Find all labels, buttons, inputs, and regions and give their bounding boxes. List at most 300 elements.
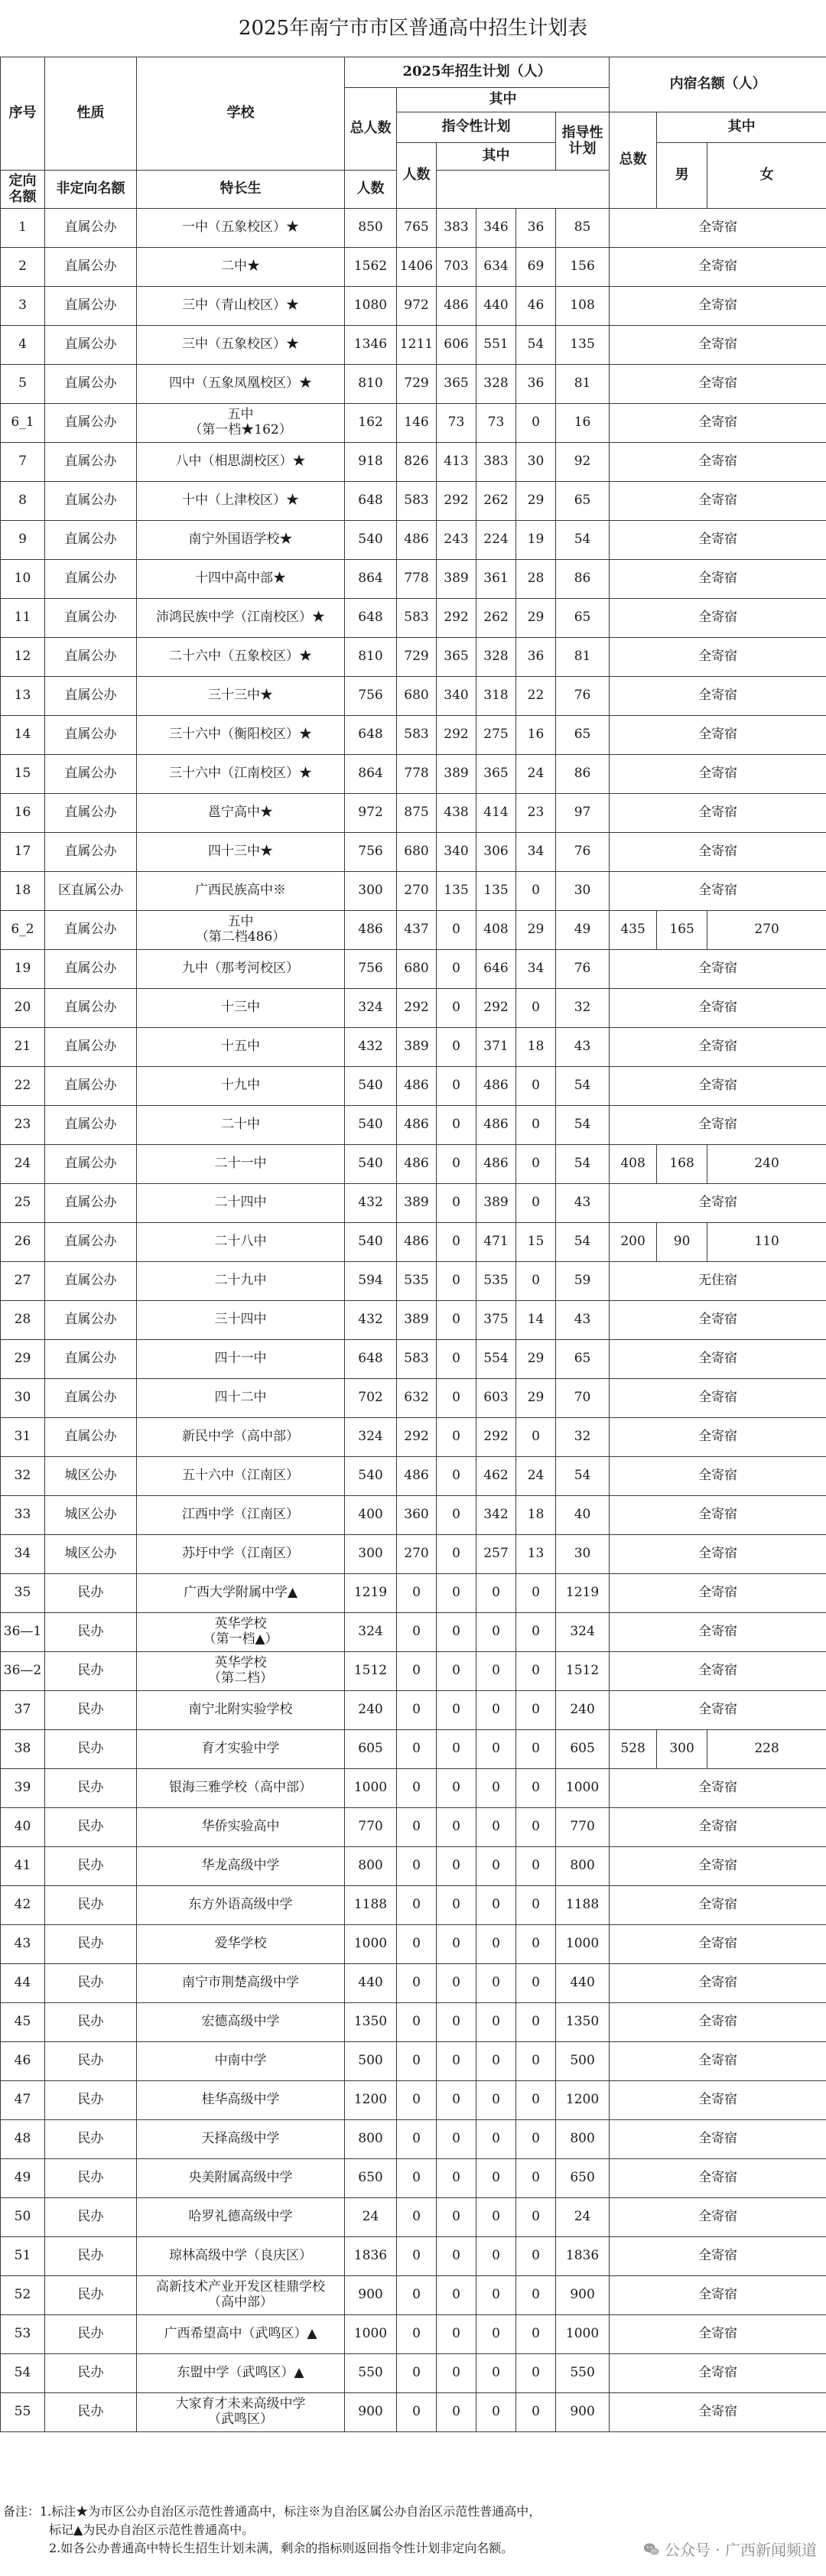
cell-nature: 民办: [45, 1847, 137, 1886]
table-row: [1, 1964, 826, 2003]
cell-school: 五中 （第一档★162）: [137, 404, 345, 443]
cell-targeted: 340: [437, 677, 476, 716]
header-directive-plan: 指令性计划: [397, 112, 556, 143]
cell-nature: 民办: [45, 2198, 137, 2237]
cell-b-total: 408: [610, 1145, 657, 1184]
cell-special: 0: [516, 1847, 556, 1886]
cell-guidance: 324: [556, 1613, 610, 1652]
cell-total: 1000: [345, 1925, 397, 1964]
cell-targeted: 0: [437, 1535, 476, 1574]
cell-no: 36—1: [1, 1613, 45, 1652]
header-nature: 性质: [45, 57, 137, 171]
cell-people: 0: [397, 1808, 437, 1847]
cell-non-targeted: 0: [476, 1769, 516, 1808]
cell-school: 高新技术产业开发区桂鼎学校 （高中部）: [137, 2276, 345, 2315]
cell-nature: 区直属公办: [45, 872, 137, 911]
cell-people: 0: [397, 1691, 437, 1730]
table-row: [1, 1301, 826, 1340]
cell-no: 14: [1, 716, 45, 755]
cell-total: 648: [345, 482, 397, 521]
cell-boarding: 全寄宿: [610, 1184, 826, 1223]
cell-people: 680: [397, 677, 437, 716]
header-guidance-people: 人数: [345, 171, 397, 209]
cell-targeted: 292: [437, 482, 476, 521]
table-row: [1, 1379, 826, 1418]
cell-non-targeted: 0: [476, 2393, 516, 2432]
cell-targeted: 0: [437, 2159, 476, 2198]
cell-people: 0: [397, 1886, 437, 1925]
table-row: [1, 794, 826, 833]
cell-people: 0: [397, 2159, 437, 2198]
cell-special: 0: [516, 872, 556, 911]
cell-nature: 城区公办: [45, 1457, 137, 1496]
cell-total: 594: [345, 1262, 397, 1301]
cell-total: 900: [345, 2276, 397, 2315]
cell-targeted: 135: [437, 872, 476, 911]
cell-special: 24: [516, 755, 556, 794]
cell-guidance: 76: [556, 677, 610, 716]
cell-no: 49: [1, 2159, 45, 2198]
cell-targeted: 0: [437, 2198, 476, 2237]
cell-boarding: 全寄宿: [610, 2354, 826, 2393]
cell-total: 972: [345, 794, 397, 833]
cell-people: 389: [397, 1184, 437, 1223]
cell-boarding: 全寄宿: [610, 365, 826, 404]
table-row: [1, 1223, 826, 1262]
cell-boarding: 全寄宿: [610, 1925, 826, 1964]
cell-non-targeted: 383: [476, 443, 516, 482]
cell-guidance: 54: [556, 1145, 610, 1184]
cell-nature: 直属公办: [45, 1184, 137, 1223]
cell-boarding: 全寄宿: [610, 560, 826, 599]
cell-nature: 民办: [45, 2393, 137, 2432]
wechat-icon: [643, 2541, 660, 2558]
cell-guidance: 1219: [556, 1574, 610, 1613]
cell-targeted: 0: [437, 1028, 476, 1067]
table-row: [1, 248, 826, 287]
cell-no: 12: [1, 638, 45, 677]
cell-non-targeted: 262: [476, 482, 516, 521]
cell-school: 十四中高中部★: [137, 560, 345, 599]
cell-special: 0: [516, 1067, 556, 1106]
cell-people: 292: [397, 989, 437, 1028]
cell-school: 邕宁高中★: [137, 794, 345, 833]
cell-people: 826: [397, 443, 437, 482]
cell-boarding: 全寄宿: [610, 638, 826, 677]
cell-school: 东盟中学（武鸣区）▲: [137, 2354, 345, 2393]
table-row: [1, 209, 826, 248]
cell-non-targeted: 646: [476, 950, 516, 989]
table-row: [1, 872, 826, 911]
cell-special: 0: [516, 1691, 556, 1730]
cell-guidance: 59: [556, 1262, 610, 1301]
cell-guidance: 85: [556, 209, 610, 248]
cell-b-total: 435: [610, 911, 657, 950]
cell-no: 46: [1, 2042, 45, 2081]
table-row: [1, 2315, 826, 2354]
cell-non-targeted: 0: [476, 1808, 516, 1847]
cell-non-targeted: 0: [476, 1652, 516, 1691]
cell-special: 24: [516, 1457, 556, 1496]
cell-people: 270: [397, 1535, 437, 1574]
cell-nature: 直属公办: [45, 1262, 137, 1301]
cell-nature: 直属公办: [45, 1145, 137, 1184]
cell-no: 21: [1, 1028, 45, 1067]
cell-guidance: 86: [556, 755, 610, 794]
cell-total: 540: [345, 521, 397, 560]
header-special: 特长生: [137, 171, 345, 209]
cell-guidance: 30: [556, 1535, 610, 1574]
table-row: [1, 1496, 826, 1535]
cell-boarding: 全寄宿: [610, 950, 826, 989]
cell-b-female: 110: [707, 1223, 826, 1262]
cell-targeted: 486: [437, 287, 476, 326]
header-non-targeted: 非定向名额: [45, 171, 137, 209]
table-row: [1, 1730, 826, 1769]
cell-boarding: 全寄宿: [610, 677, 826, 716]
cell-non-targeted: 328: [476, 365, 516, 404]
cell-targeted: 365: [437, 638, 476, 677]
cell-nature: 直属公办: [45, 794, 137, 833]
cell-nature: 民办: [45, 2003, 137, 2042]
cell-school: 十九中: [137, 1067, 345, 1106]
cell-special: 0: [516, 1106, 556, 1145]
cell-special: 36: [516, 209, 556, 248]
cell-targeted: 606: [437, 326, 476, 365]
cell-boarding: 全寄宿: [610, 209, 826, 248]
cell-guidance: 1000: [556, 1769, 610, 1808]
cell-school: 宏德高级中学: [137, 2003, 345, 2042]
cell-total: 756: [345, 677, 397, 716]
cell-targeted: 0: [437, 989, 476, 1028]
cell-nature: 城区公办: [45, 1535, 137, 1574]
table-row: [1, 677, 826, 716]
cell-people: 360: [397, 1496, 437, 1535]
cell-nature: 民办: [45, 1691, 137, 1730]
cell-nature: 直属公办: [45, 950, 137, 989]
cell-school: 二十四中: [137, 1184, 345, 1223]
cell-guidance: 76: [556, 950, 610, 989]
cell-guidance: 32: [556, 989, 610, 1028]
cell-nature: 直属公办: [45, 638, 137, 677]
cell-no: 41: [1, 1847, 45, 1886]
table-row: [1, 287, 826, 326]
table-row: [1, 911, 826, 950]
cell-guidance: 54: [556, 1067, 610, 1106]
cell-school: 十三中: [137, 989, 345, 1028]
cell-guidance: 240: [556, 1691, 610, 1730]
cell-boarding: 全寄宿: [610, 1847, 826, 1886]
cell-people: 778: [397, 755, 437, 794]
cell-non-targeted: 318: [476, 677, 516, 716]
cell-people: 0: [397, 2003, 437, 2042]
cell-people: 0: [397, 1964, 437, 2003]
cell-special: 0: [516, 1145, 556, 1184]
cell-school: 苏圩中学（江南区）: [137, 1535, 345, 1574]
cell-b-total: 528: [610, 1730, 657, 1769]
cell-nature: 民办: [45, 2354, 137, 2393]
cell-boarding: 全寄宿: [610, 326, 826, 365]
cell-school: 三十三中★: [137, 677, 345, 716]
cell-boarding: 全寄宿: [610, 2120, 826, 2159]
cell-nature: 直属公办: [45, 365, 137, 404]
cell-targeted: 0: [437, 1691, 476, 1730]
cell-guidance: 800: [556, 1847, 610, 1886]
cell-no: 26: [1, 1223, 45, 1262]
cell-people: 292: [397, 1418, 437, 1457]
cell-boarding: 全寄宿: [610, 1535, 826, 1574]
cell-people: 389: [397, 1301, 437, 1340]
cell-no: 28: [1, 1301, 45, 1340]
cell-people: 583: [397, 716, 437, 755]
cell-total: 702: [345, 1379, 397, 1418]
cell-school: 中南中学: [137, 2042, 345, 2081]
cell-people: 765: [397, 209, 437, 248]
table-row: [1, 1652, 826, 1691]
table-row: [1, 1808, 826, 1847]
cell-targeted: 0: [437, 1496, 476, 1535]
cell-guidance: 550: [556, 2354, 610, 2393]
cell-special: 0: [516, 2276, 556, 2315]
cell-people: 0: [397, 1574, 437, 1613]
cell-no: 6_2: [1, 911, 45, 950]
cell-guidance: 49: [556, 911, 610, 950]
cell-special: 0: [516, 1652, 556, 1691]
cell-guidance: 24: [556, 2198, 610, 2237]
table-row: [1, 1145, 826, 1184]
cell-total: 650: [345, 2159, 397, 2198]
cell-boarding: 全寄宿: [610, 1652, 826, 1691]
cell-people: 270: [397, 872, 437, 911]
cell-guidance: 440: [556, 1964, 610, 2003]
cell-people: 535: [397, 1262, 437, 1301]
cell-targeted: 0: [437, 1886, 476, 1925]
cell-non-targeted: 371: [476, 1028, 516, 1067]
cell-special: 0: [516, 1964, 556, 2003]
cell-special: 0: [516, 1925, 556, 1964]
cell-nature: 直属公办: [45, 1106, 137, 1145]
cell-non-targeted: 634: [476, 248, 516, 287]
cell-total: 540: [345, 1106, 397, 1145]
cell-b-male: 165: [657, 911, 707, 950]
cell-boarding: 全寄宿: [610, 833, 826, 872]
cell-total: 324: [345, 1613, 397, 1652]
cell-no: 50: [1, 2198, 45, 2237]
cell-total: 24: [345, 2198, 397, 2237]
cell-non-targeted: 551: [476, 326, 516, 365]
cell-targeted: 0: [437, 1340, 476, 1379]
cell-total: 240: [345, 1691, 397, 1730]
cell-special: 0: [516, 1730, 556, 1769]
cell-school: 南宁北附实验学校: [137, 1691, 345, 1730]
cell-nature: 民办: [45, 2120, 137, 2159]
cell-b-male: 300: [657, 1730, 707, 1769]
cell-nature: 民办: [45, 1613, 137, 1652]
cell-b-female: 270: [707, 911, 826, 950]
cell-people: 486: [397, 1223, 437, 1262]
table-row: [1, 2042, 826, 2081]
cell-no: 39: [1, 1769, 45, 1808]
cell-no: 25: [1, 1184, 45, 1223]
cell-people: 0: [397, 2276, 437, 2315]
cell-guidance: 43: [556, 1028, 610, 1067]
cell-non-targeted: 535: [476, 1262, 516, 1301]
table-row: [1, 1340, 826, 1379]
cell-non-targeted: 0: [476, 1574, 516, 1613]
cell-no: 52: [1, 2276, 45, 2315]
cell-boarding: 全寄宿: [610, 443, 826, 482]
cell-total: 486: [345, 911, 397, 950]
cell-special: 13: [516, 1535, 556, 1574]
cell-no: 32: [1, 1457, 45, 1496]
cell-school: 广西民族高中※: [137, 872, 345, 911]
cell-special: 0: [516, 2393, 556, 2432]
cell-total: 648: [345, 1340, 397, 1379]
cell-special: 0: [516, 1184, 556, 1223]
cell-total: 432: [345, 1184, 397, 1223]
cell-boarding: 全寄宿: [610, 1574, 826, 1613]
cell-nature: 民办: [45, 1769, 137, 1808]
cell-guidance: 108: [556, 287, 610, 326]
cell-people: 486: [397, 1067, 437, 1106]
table-row: [1, 2237, 826, 2276]
cell-total: 605: [345, 1730, 397, 1769]
cell-guidance: 97: [556, 794, 610, 833]
cell-targeted: 0: [437, 1418, 476, 1457]
cell-school: 二十六中（五象校区）★: [137, 638, 345, 677]
cell-total: 648: [345, 716, 397, 755]
cell-people: 0: [397, 1652, 437, 1691]
cell-guidance: 32: [556, 1418, 610, 1457]
cell-boarding: 全寄宿: [610, 1613, 826, 1652]
cell-nature: 城区公办: [45, 1496, 137, 1535]
table-row: [1, 443, 826, 482]
cell-special: 0: [516, 1769, 556, 1808]
cell-total: 500: [345, 2042, 397, 2081]
cell-school: 二十九中: [137, 1262, 345, 1301]
cell-no: 18: [1, 872, 45, 911]
cell-guidance: 1000: [556, 1925, 610, 1964]
table-row: [1, 1574, 826, 1613]
cell-boarding: 全寄宿: [610, 1301, 826, 1340]
cell-nature: 民办: [45, 2159, 137, 2198]
table-row: [1, 2198, 826, 2237]
cell-total: 648: [345, 599, 397, 638]
cell-targeted: 0: [437, 1574, 476, 1613]
cell-targeted: 0: [437, 2081, 476, 2120]
header-qizhong: 其中: [397, 88, 610, 112]
cell-special: 0: [516, 404, 556, 443]
cell-non-targeted: 0: [476, 1964, 516, 2003]
cell-non-targeted: 408: [476, 911, 516, 950]
cell-boarding: 全寄宿: [610, 1106, 826, 1145]
cell-school: 广西希望高中（武鸣区）▲: [137, 2315, 345, 2354]
cell-guidance: 800: [556, 2120, 610, 2159]
cell-people: 0: [397, 2354, 437, 2393]
cell-nature: 直属公办: [45, 1418, 137, 1457]
table-body: [1, 209, 826, 2432]
cell-non-targeted: 414: [476, 794, 516, 833]
cell-no: 38: [1, 1730, 45, 1769]
cell-school: 华龙高级中学: [137, 1847, 345, 1886]
cell-school: 天择高级中学: [137, 2120, 345, 2159]
cell-special: 15: [516, 1223, 556, 1262]
cell-guidance: 16: [556, 404, 610, 443]
cell-guidance: 770: [556, 1808, 610, 1847]
cell-total: 1000: [345, 1769, 397, 1808]
cell-non-targeted: 0: [476, 1730, 516, 1769]
cell-people: 583: [397, 599, 437, 638]
cell-people: 0: [397, 2315, 437, 2354]
table-row: [1, 989, 826, 1028]
cell-nature: 直属公办: [45, 677, 137, 716]
cell-no: 51: [1, 2237, 45, 2276]
cell-special: 36: [516, 638, 556, 677]
cell-guidance: 54: [556, 1457, 610, 1496]
cell-targeted: 0: [437, 1262, 476, 1301]
cell-nature: 民办: [45, 1730, 137, 1769]
table-row: [1, 2393, 826, 2432]
cell-people: 486: [397, 521, 437, 560]
cell-boarding: 无住宿: [610, 1262, 826, 1301]
cell-people: 1406: [397, 248, 437, 287]
cell-no: 6_1: [1, 404, 45, 443]
cell-non-targeted: 262: [476, 599, 516, 638]
enrollment-table: [0, 57, 826, 2432]
cell-total: 540: [345, 1067, 397, 1106]
cell-school: 英华学校 （第一档▲）: [137, 1613, 345, 1652]
cell-school: 十五中: [137, 1028, 345, 1067]
table-row: [1, 1613, 826, 1652]
cell-boarding: 全寄宿: [610, 1808, 826, 1847]
cell-people: 0: [397, 1730, 437, 1769]
header-people: 人数: [397, 143, 437, 209]
cell-boarding: 全寄宿: [610, 794, 826, 833]
cell-nature: 直属公办: [45, 443, 137, 482]
cell-total: 756: [345, 950, 397, 989]
cell-nature: 民办: [45, 2042, 137, 2081]
watermark-text: 公众号 · 广西新闻频道: [664, 2541, 817, 2559]
cell-school: 三十六中（江南校区）★: [137, 755, 345, 794]
cell-school: 华侨实验高中: [137, 1808, 345, 1847]
cell-nature: 直属公办: [45, 287, 137, 326]
cell-special: 29: [516, 599, 556, 638]
table-row: [1, 1184, 826, 1223]
cell-people: 0: [397, 1769, 437, 1808]
cell-nature: 直属公办: [45, 248, 137, 287]
cell-targeted: 73: [437, 404, 476, 443]
cell-people: 972: [397, 287, 437, 326]
cell-non-targeted: 554: [476, 1340, 516, 1379]
cell-targeted: 0: [437, 1067, 476, 1106]
cell-people: 486: [397, 1457, 437, 1496]
cell-boarding: 全寄宿: [610, 1418, 826, 1457]
cell-targeted: 0: [437, 2354, 476, 2393]
cell-nature: 直属公办: [45, 716, 137, 755]
cell-boarding: 全寄宿: [610, 2042, 826, 2081]
cell-boarding: 全寄宿: [610, 482, 826, 521]
cell-no: 42: [1, 1886, 45, 1925]
cell-no: 31: [1, 1418, 45, 1457]
cell-non-targeted: 486: [476, 1106, 516, 1145]
cell-school: 九中（那考河校区）: [137, 950, 345, 989]
cell-no: 20: [1, 989, 45, 1028]
cell-total: 918: [345, 443, 397, 482]
cell-total: 770: [345, 1808, 397, 1847]
page-title: 2025年南宁市市区普通高中招生计划表: [238, 17, 588, 40]
cell-b-male: 90: [657, 1223, 707, 1262]
cell-total: 300: [345, 872, 397, 911]
